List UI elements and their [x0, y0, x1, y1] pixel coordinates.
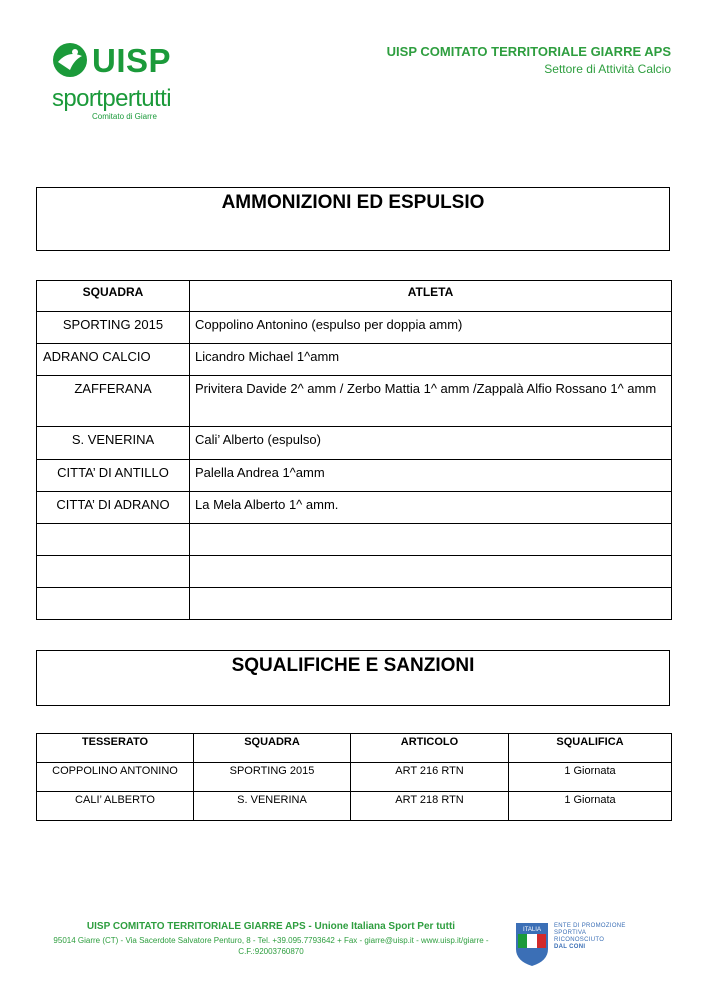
coni-line: SPORTIVA — [554, 930, 587, 936]
table-row — [37, 588, 672, 620]
team-cell: CITTA’ DI ADRANO — [37, 492, 190, 524]
coni-country: ITALIA — [523, 927, 541, 933]
uisp-emblem-icon — [50, 40, 90, 80]
athlete-cell — [190, 588, 672, 620]
team-cell: ZAFFERANA — [37, 376, 190, 427]
footer-address — [36, 935, 506, 957]
athlete-cell: Coppolino Antonino (espulso per doppia amm) — [190, 312, 672, 344]
header-title: UISP COMITATO TERRITORIALE GIARRE APS — [386, 44, 671, 59]
section1-title-box — [36, 187, 670, 251]
suspension-cell: 1 Giornata — [509, 792, 672, 821]
section2-title: SQUALIFICHE E SANZIONI — [231, 655, 475, 676]
coni-line: DAL CONI — [554, 944, 586, 950]
table-row — [37, 556, 672, 588]
team-cell: ADRANO CALCIO — [37, 344, 190, 376]
logo-brand: UISP — [92, 42, 172, 79]
footer-address-line: 95014 Giarre (CT) - Via Sacerdote Salvatore Penturo, 8 - Tel. +39.095.7793642 + Fax - giarre@uisp.it - www.uisp.it/giarre - — [53, 936, 489, 945]
coni-recognition-text — [554, 923, 626, 951]
article-cell: ART 218 RTN — [351, 792, 509, 821]
column-header: SQUADRA — [194, 734, 351, 763]
athlete-cell: Cali’ Alberto (espulso) — [190, 427, 672, 460]
header-subtitle: Settore di Attività Calcio — [544, 62, 671, 76]
suspension-cell: 1 Giornata — [509, 763, 672, 792]
coni-line: ENTE DI PROMOZIONE — [554, 923, 626, 929]
column-header: ATLETA — [190, 281, 672, 312]
team-cell: S. VENERINA — [194, 792, 351, 821]
team-cell — [37, 524, 190, 556]
table-row — [37, 524, 672, 556]
athlete-cell — [190, 524, 672, 556]
column-header: ARTICOLO — [351, 734, 509, 763]
table-row — [37, 763, 672, 792]
athlete-cell: Licandro Michael 1^amm — [190, 344, 672, 376]
coni-badge — [514, 921, 634, 969]
table-row — [37, 312, 672, 344]
athlete-cell: Privitera Davide 2^ amm / Zerbo Mattia 1^ amm /Zappalà Alfio Rossano 1^ amm — [190, 376, 672, 427]
team-cell: SPORTING 2015 — [194, 763, 351, 792]
athlete-cell — [190, 556, 672, 588]
team-cell — [37, 556, 190, 588]
cautions-table — [36, 280, 672, 620]
member-cell: COPPOLINO ANTONINO — [37, 763, 194, 792]
table-row — [37, 792, 672, 821]
table-row — [37, 492, 672, 524]
table-row — [37, 376, 672, 427]
section1-title: AMMONIZIONI ED ESPULSIO — [221, 192, 485, 213]
coni-shield-icon — [514, 921, 550, 967]
team-cell: CITTA’ DI ANTILLO — [37, 460, 190, 492]
footer — [36, 921, 506, 957]
logo-committee: Comitato di Giarre — [92, 112, 157, 121]
table-row — [37, 344, 672, 376]
footer-title: UISP COMITATO TERRITORIALE GIARRE APS - Unione Italiana Sport Per tutti — [86, 921, 456, 932]
team-cell: S. VENERINA — [37, 427, 190, 460]
column-header: SQUALIFICA — [509, 734, 672, 763]
suspensions-table — [36, 733, 672, 821]
team-cell: SPORTING 2015 — [37, 312, 190, 344]
table-header-row — [37, 281, 672, 312]
footer-tax-code: C.F.:92003760870 — [238, 947, 304, 956]
article-cell: ART 216 RTN — [351, 763, 509, 792]
table-row — [37, 460, 672, 492]
member-cell: CALI’ ALBERTO — [37, 792, 194, 821]
column-header: TESSERATO — [37, 734, 194, 763]
athlete-cell: La Mela Alberto 1^ amm. — [190, 492, 672, 524]
coni-line: RICONOSCIUTO — [554, 937, 605, 943]
header-block — [387, 44, 671, 76]
table-header-row — [37, 734, 672, 763]
section2-title-box — [36, 650, 670, 706]
athlete-cell: Palella Andrea 1^amm — [190, 460, 672, 492]
column-header: SQUADRA — [37, 281, 190, 312]
table-row — [37, 427, 672, 460]
uisp-logo — [50, 40, 195, 125]
team-cell — [37, 588, 190, 620]
logo-tagline: sportpertutti — [52, 85, 171, 112]
